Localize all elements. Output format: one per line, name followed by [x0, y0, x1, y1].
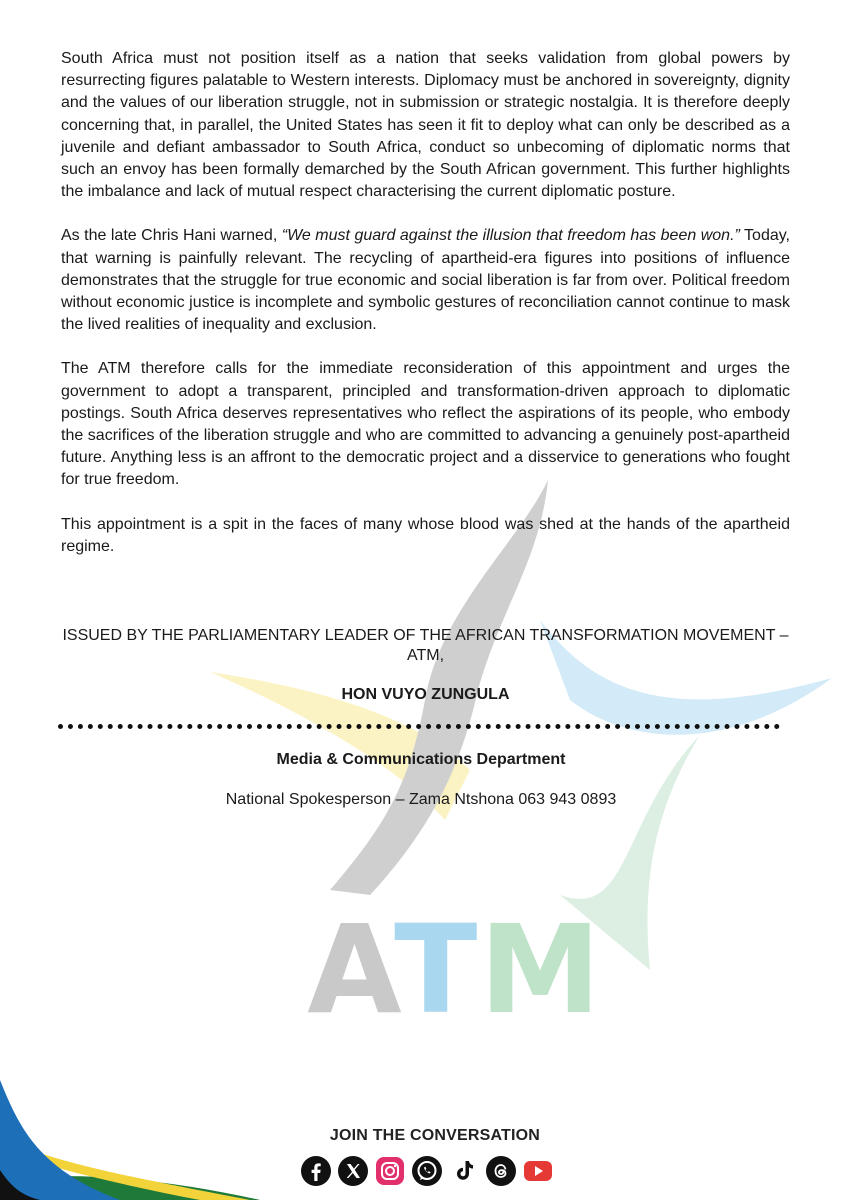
watermark-letter: A	[307, 899, 395, 1041]
paragraph-2	[61, 225, 790, 336]
spokesperson-contact: National Spokesperson – Zama Ntshona 063 943 0893	[225, 791, 617, 808]
paragraph-2-intro: As the late Chris Hani warned,	[61, 227, 282, 245]
watermark-text	[307, 899, 603, 1041]
chris-hani-quote: “We must guard against the illusion that freedom has been won.”	[281, 227, 740, 245]
leader-name: HON VUYO ZUNGULA	[341, 686, 510, 703]
facebook-icon[interactable]	[300, 1155, 332, 1187]
x-icon[interactable]	[337, 1155, 369, 1187]
join-conversation-label: JOIN THE CONVERSATION	[329, 1127, 541, 1144]
paragraph-3: The ATM therefore calls for the immediate reconsideration of this appointment and urges the government to adopt a transparent, principled and transformation-driven approach to diplomatic postings. South Africa deserves representatives who reflect the aspirations of its people, who embody the sacrifices of the liberation struggle and who are committed to advancing a genuinely post-apartheid future. Anything less is an affront to the democratic project and a disservice to generations who fought for true freedom.	[61, 360, 790, 489]
corner-decoration	[0, 1060, 260, 1200]
whatsapp-icon[interactable]	[411, 1155, 443, 1187]
watermark-letter: T	[394, 899, 480, 1041]
youtube-icon[interactable]	[522, 1155, 554, 1187]
watermark-letter: M	[479, 899, 603, 1041]
dotted-divider	[58, 724, 780, 729]
tiktok-icon[interactable]	[448, 1155, 480, 1187]
social-icons-row	[300, 1155, 554, 1187]
issued-by-line: ISSUED BY THE PARLIAMENTARY LEADER OF THE AFRICAN TRANSFORMATION MOVEMENT – ATM,	[62, 627, 789, 664]
instagram-icon[interactable]	[374, 1155, 406, 1187]
paragraph-2-rest: Today, that warning is painfully relevant. The recycling of apartheid-era figures into positions of influence demonstrates that the struggle for true economic and social liberation is far from over. Political freedom without economic justice is incomplete and symbolic gestures of reconciliation cannot continue to mask the lived realities of inequality and exclusion.	[61, 227, 791, 334]
department-heading: Media & Communications Department	[276, 751, 566, 768]
threads-icon[interactable]	[485, 1155, 517, 1187]
paragraph-4: This appointment is a spit in the faces of many whose blood was shed at the hands of the apartheid regime.	[61, 515, 790, 555]
paragraph-1: South Africa must not position itself as a nation that seeks validation from global powers by resurrecting figures palatable to Western interests. Diplomacy must be anchored in sovereignty, dignity and the values of our liberation struggle, not in submission or strategic nostalgia. It is therefore deeply concerning that, in parallel, the United States has seen it fit to deploy what can only be described as a juvenile and defiant ambassador to South Africa, conduct so unbecoming of diplomatic norms that such an envoy has been formally demarched by the South African government. This further highlights the imbalance and lack of mutual respect characterising the current diplomatic posture.	[61, 50, 790, 201]
press-release-body	[61, 48, 790, 580]
